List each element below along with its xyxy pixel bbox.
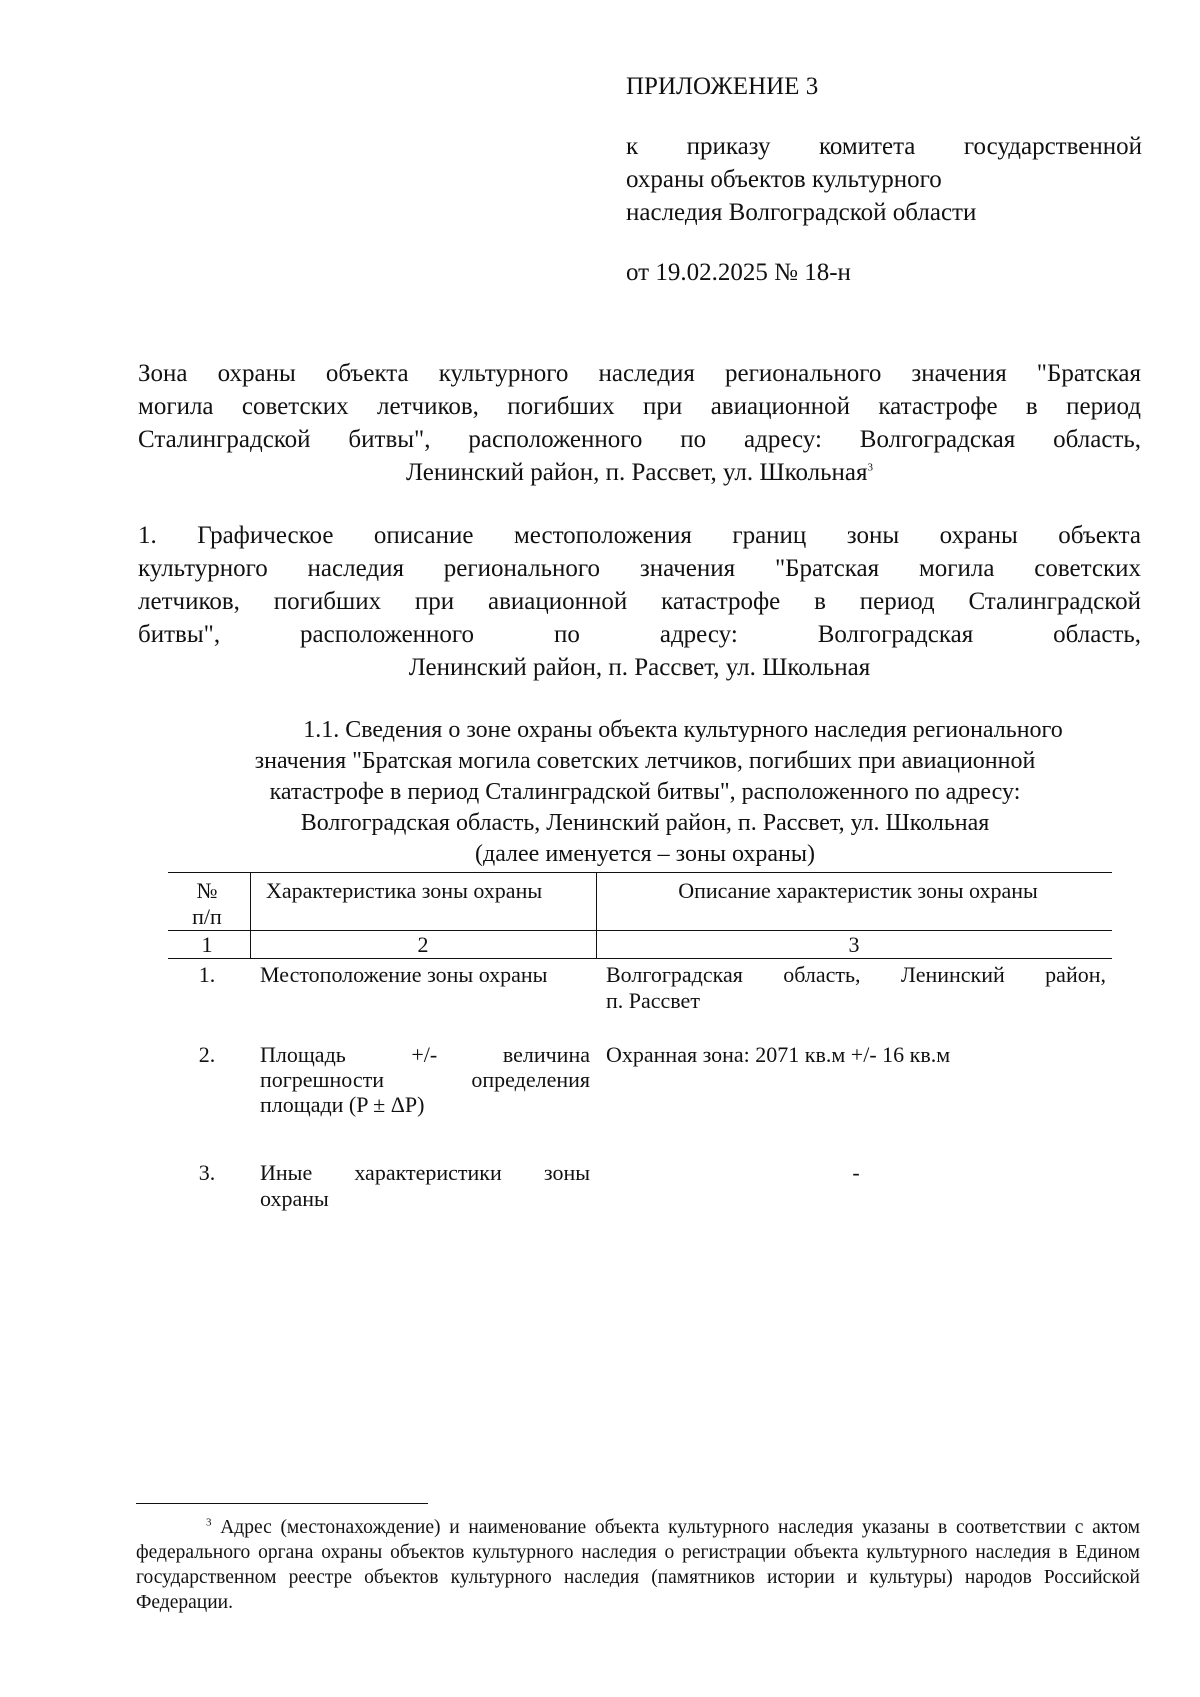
appendix-reference-line: к приказу комитета государственной [626,133,1142,160]
table-row-number: 3. [198,1160,216,1185]
footnote-line: федерального органа охраны объектов культурного наследия о регистрации объекта культурного наследия в Едином [136,1542,1140,1563]
column-number: 3 [848,932,860,957]
description-line: п. Рассвет [606,988,700,1013]
footnote-text: Адрес (местонахождение) и наименование объекта культурного наследия указаны в соответствии с актом [220,1517,1141,1538]
heading-line-text: Ленинский район, п. Рассвет, ул. Школьная [406,459,868,486]
table-row-number: 1. [198,962,216,987]
header-number-line: п/п [192,904,222,929]
table-header-rule [168,930,1112,931]
heading-line: Сталинградской битвы", расположенного по адресу: Волгоградская область, [138,426,1141,453]
table-row-description [606,962,1106,1014]
section-1-line: битвы", расположенного по адресу: Волгоградская область, [138,621,1141,648]
characteristic-line: охраны [260,1186,329,1211]
header-number-line: № [196,878,218,903]
footnote-marker: 3 [206,1516,212,1529]
zone-heading [138,357,1141,489]
section-1-1-line: (далее именуется – зоны охраны) [474,841,815,867]
section-1-graphic-description [138,519,1141,684]
section-1-line: культурного наследия регионального значения "Братская могила советских [138,555,1141,582]
heading-line [138,456,1141,489]
footnote [136,1515,1140,1615]
header-number [168,878,246,930]
description-line: Волгоградская область, Ленинский район, [606,962,1106,987]
table-number-row-rule [168,958,1112,959]
column-number: 2 [417,932,429,957]
section-1-1-line: значения "Братская могила советских летчиков, погибших при авиационной [254,748,1036,774]
appendix-title: ПРИЛОЖЕНИЕ 3 [626,73,819,100]
footnote-line [136,1515,1140,1540]
table-row-characteristic [260,1160,590,1212]
characteristic-line: площади (P ± ΔP) [260,1092,425,1117]
section-1-line: Ленинский район, п. Рассвет, ул. Школьная [408,654,871,681]
section-1-line: летчиков, погибших при авиационной катастрофе в период Сталинградской [138,588,1141,615]
header-characteristic: Характеристика зоны охраны [266,878,543,903]
characteristic-line: Площадь +/- величина [260,1042,590,1067]
appendix-reference-line: охраны объектов культурного [626,166,942,193]
appendix-reference [626,130,1142,229]
footnote-separator [136,1503,428,1504]
column-number: 1 [201,932,213,957]
characteristic-line: погрешности определения [260,1067,590,1092]
section-1-1-line: катастрофе в период Сталинградской битвы", расположенного по адресу: [269,779,1021,805]
heading-line: Зона охраны объекта культурного наследия регионального значения "Братская [138,360,1141,387]
section-1-1-line: Волгоградская область, Ленинский район, п. Рассвет, ул. Школьная [300,810,990,836]
table-top-rule [168,872,1112,873]
section-1-line: 1. Графическое описание местоположения границ зоны охраны объекта [138,522,1141,549]
footnote-reference[interactable]: 3 [867,461,873,474]
table-row-number: 2. [198,1042,216,1067]
table-row-characteristic [260,1042,590,1117]
footnote-line: Федерации. [136,1592,233,1613]
appendix-reference-line: наследия Волгоградской области [626,199,977,226]
section-1-1-line: 1.1. Сведения о зоне охраны объекта культурного наследия регионального [303,717,1063,743]
heading-line: могила советских летчиков, погибших при авиационной катастрофе в период [138,393,1141,420]
table-row-characteristic: Местоположение зоны охраны [260,962,548,987]
section-1-1-zone-info [150,714,1140,866]
footnote-line: государственном реестре объектов культурного наследия (памятников истории и культуры) народов Российской [136,1567,1140,1588]
characteristic-line: Иные характеристики зоны [260,1160,590,1185]
order-date-number: от 19.02.2025 № 18-н [626,259,851,286]
header-description: Описание характеристик зоны охраны [678,878,1038,903]
table-row-description: Охранная зона: 2071 кв.м +/- 16 кв.м [606,1042,951,1067]
table-row-description: - [852,1160,860,1185]
